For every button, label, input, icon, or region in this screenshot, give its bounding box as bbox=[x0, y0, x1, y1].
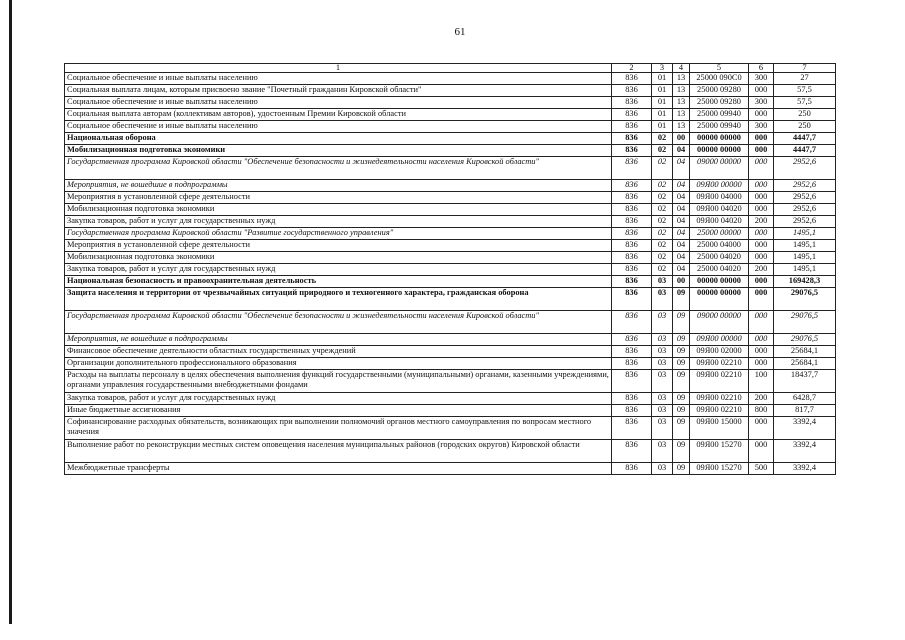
row-subsection-cell: 09 bbox=[673, 393, 690, 405]
row-section-cell: 03 bbox=[652, 463, 673, 475]
scan-left-edge bbox=[9, 0, 12, 624]
row-name-cell: Мобилизационная подготовка экономики bbox=[65, 204, 612, 216]
row-section-cell: 02 bbox=[652, 264, 673, 276]
row-amount-cell: 250 bbox=[774, 121, 836, 133]
row-section-cell: 02 bbox=[652, 204, 673, 216]
row-target-article-cell: 25000 04000 bbox=[690, 240, 749, 252]
row-name-cell: Мероприятия в установленной сфере деятельности bbox=[65, 240, 612, 252]
table-row bbox=[65, 405, 836, 417]
row-amount-cell: 4447,7 bbox=[774, 145, 836, 157]
row-section-cell: 03 bbox=[652, 405, 673, 417]
row-name-cell: Мероприятия в установленной сфере деятельности bbox=[65, 192, 612, 204]
header-col-3: 3 bbox=[652, 64, 673, 73]
row-admin-code-cell: 836 bbox=[612, 145, 652, 157]
row-name-cell: Государственная программа Кировской области "Обеспечение безопасности и жизнедеятельности населения Кировской области" bbox=[65, 157, 612, 180]
table-row bbox=[65, 417, 836, 440]
row-subsection-cell: 04 bbox=[673, 216, 690, 228]
row-subsection-cell: 09 bbox=[673, 405, 690, 417]
row-amount-cell: 2952,6 bbox=[774, 192, 836, 204]
row-target-article-cell: 25000 04020 bbox=[690, 252, 749, 264]
table-row bbox=[65, 358, 836, 370]
row-expense-type-cell: 000 bbox=[749, 311, 774, 334]
row-target-article-cell: 25000 09940 bbox=[690, 121, 749, 133]
row-admin-code-cell: 836 bbox=[612, 109, 652, 121]
row-expense-type-cell: 200 bbox=[749, 216, 774, 228]
row-target-article-cell: 09Я00 15270 bbox=[690, 440, 749, 463]
table-row bbox=[65, 370, 836, 393]
row-admin-code-cell: 836 bbox=[612, 240, 652, 252]
row-name-cell: Расходы на выплаты персоналу в целях обеспечения выполнения функций государственными (муниципальными) органами, казенными учреждениями, органами управления государственными внебюджетными фондами bbox=[65, 370, 612, 393]
row-target-article-cell: 25000 09280 bbox=[690, 97, 749, 109]
row-name-cell: Закупка товаров, работ и услуг для государственных нужд bbox=[65, 393, 612, 405]
header-col-5: 5 bbox=[690, 64, 749, 73]
row-admin-code-cell: 836 bbox=[612, 192, 652, 204]
row-amount-cell: 3392,4 bbox=[774, 417, 836, 440]
row-expense-type-cell: 500 bbox=[749, 463, 774, 475]
row-name-cell: Мобилизационная подготовка экономики bbox=[65, 252, 612, 264]
row-admin-code-cell: 836 bbox=[612, 346, 652, 358]
table-row bbox=[65, 393, 836, 405]
table-row bbox=[65, 334, 836, 346]
header-col-4: 4 bbox=[673, 64, 690, 73]
table-row bbox=[65, 109, 836, 121]
row-admin-code-cell: 836 bbox=[612, 121, 652, 133]
row-target-article-cell: 09000 00000 bbox=[690, 157, 749, 180]
row-section-cell: 01 bbox=[652, 97, 673, 109]
row-section-cell: 02 bbox=[652, 157, 673, 180]
row-admin-code-cell: 836 bbox=[612, 288, 652, 311]
header-col-1: 1 bbox=[65, 64, 612, 73]
row-name-cell: Организации дополнительного профессионального образования bbox=[65, 358, 612, 370]
row-amount-cell: 250 bbox=[774, 109, 836, 121]
header-row bbox=[65, 64, 836, 73]
table-row bbox=[65, 463, 836, 475]
row-section-cell: 01 bbox=[652, 109, 673, 121]
row-expense-type-cell: 000 bbox=[749, 133, 774, 145]
table-row bbox=[65, 240, 836, 252]
row-target-article-cell: 09000 00000 bbox=[690, 311, 749, 334]
row-subsection-cell: 09 bbox=[673, 311, 690, 334]
row-name-cell: Социальное обеспечение и иные выплаты населению bbox=[65, 97, 612, 109]
header-col-6: 6 bbox=[749, 64, 774, 73]
row-admin-code-cell: 836 bbox=[612, 334, 652, 346]
row-admin-code-cell: 836 bbox=[612, 157, 652, 180]
row-subsection-cell: 09 bbox=[673, 358, 690, 370]
row-subsection-cell: 09 bbox=[673, 463, 690, 475]
row-expense-type-cell: 000 bbox=[749, 252, 774, 264]
row-subsection-cell: 13 bbox=[673, 97, 690, 109]
row-amount-cell: 2952,6 bbox=[774, 180, 836, 192]
row-target-article-cell: 25000 09940 bbox=[690, 109, 749, 121]
row-section-cell: 02 bbox=[652, 133, 673, 145]
row-expense-type-cell: 000 bbox=[749, 440, 774, 463]
row-admin-code-cell: 836 bbox=[612, 133, 652, 145]
row-target-article-cell: 00000 00000 bbox=[690, 288, 749, 311]
row-section-cell: 03 bbox=[652, 393, 673, 405]
row-expense-type-cell: 000 bbox=[749, 240, 774, 252]
row-subsection-cell: 04 bbox=[673, 240, 690, 252]
row-subsection-cell: 13 bbox=[673, 121, 690, 133]
row-target-article-cell: 09Я00 04020 bbox=[690, 204, 749, 216]
table-row bbox=[65, 97, 836, 109]
row-target-article-cell: 25000 00000 bbox=[690, 228, 749, 240]
row-amount-cell: 57,5 bbox=[774, 85, 836, 97]
page-number: 61 bbox=[454, 26, 466, 38]
row-admin-code-cell: 836 bbox=[612, 311, 652, 334]
row-name-cell: Софинансирование расходных обязательств, возникающих при выполнении полномочий органов местного самоуправления по вопросам местного значения bbox=[65, 417, 612, 440]
row-section-cell: 03 bbox=[652, 276, 673, 288]
row-name-cell: Финансовое обеспечение деятельности областных государственных учреждений bbox=[65, 346, 612, 358]
row-admin-code-cell: 836 bbox=[612, 276, 652, 288]
table-row bbox=[65, 440, 836, 463]
row-name-cell: Межбюджетные трансферты bbox=[65, 463, 612, 475]
row-section-cell: 03 bbox=[652, 417, 673, 440]
row-expense-type-cell: 000 bbox=[749, 358, 774, 370]
row-name-cell: Мероприятия, не вошедшие в подпрограммы bbox=[65, 334, 612, 346]
row-amount-cell: 2952,6 bbox=[774, 204, 836, 216]
table-row bbox=[65, 73, 836, 85]
row-expense-type-cell: 000 bbox=[749, 346, 774, 358]
table-body bbox=[65, 73, 836, 475]
row-subsection-cell: 09 bbox=[673, 370, 690, 393]
row-target-article-cell: 25000 09280 bbox=[690, 85, 749, 97]
row-admin-code-cell: 836 bbox=[612, 370, 652, 393]
row-expense-type-cell: 000 bbox=[749, 109, 774, 121]
row-name-cell: Выполнение работ по реконструкции местных систем оповещения населения муниципальных районов (городских округов) Кировской области bbox=[65, 440, 612, 463]
table-row bbox=[65, 228, 836, 240]
row-subsection-cell: 13 bbox=[673, 85, 690, 97]
row-amount-cell: 29076,5 bbox=[774, 288, 836, 311]
row-name-cell: Защита населения и территории от чрезвычайных ситуаций природного и техногенного характера, гражданская оборона bbox=[65, 288, 612, 311]
row-section-cell: 01 bbox=[652, 121, 673, 133]
table-row bbox=[65, 346, 836, 358]
row-amount-cell: 6428,7 bbox=[774, 393, 836, 405]
row-section-cell: 02 bbox=[652, 180, 673, 192]
row-admin-code-cell: 836 bbox=[612, 85, 652, 97]
row-admin-code-cell: 836 bbox=[612, 228, 652, 240]
table-row bbox=[65, 204, 836, 216]
row-target-article-cell: 09Я00 02210 bbox=[690, 370, 749, 393]
row-target-article-cell: 00000 00000 bbox=[690, 276, 749, 288]
row-expense-type-cell: 000 bbox=[749, 180, 774, 192]
row-expense-type-cell: 200 bbox=[749, 393, 774, 405]
row-target-article-cell: 09Я00 02210 bbox=[690, 405, 749, 417]
table-row bbox=[65, 157, 836, 180]
row-subsection-cell: 00 bbox=[673, 133, 690, 145]
row-subsection-cell: 09 bbox=[673, 334, 690, 346]
table-row bbox=[65, 145, 836, 157]
row-expense-type-cell: 800 bbox=[749, 405, 774, 417]
row-target-article-cell: 09Я00 15000 bbox=[690, 417, 749, 440]
table-row bbox=[65, 180, 836, 192]
table-row bbox=[65, 85, 836, 97]
table-row bbox=[65, 121, 836, 133]
table-row bbox=[65, 288, 836, 311]
row-subsection-cell: 13 bbox=[673, 109, 690, 121]
row-name-cell: Государственная программа Кировской области "Обеспечение безопасности и жизнедеятельности населения Кировской области" bbox=[65, 311, 612, 334]
row-target-article-cell: 00000 00000 bbox=[690, 133, 749, 145]
row-admin-code-cell: 836 bbox=[612, 358, 652, 370]
row-expense-type-cell: 000 bbox=[749, 157, 774, 180]
row-target-article-cell: 00000 00000 bbox=[690, 145, 749, 157]
row-expense-type-cell: 000 bbox=[749, 204, 774, 216]
row-expense-type-cell: 000 bbox=[749, 228, 774, 240]
row-expense-type-cell: 000 bbox=[749, 417, 774, 440]
row-name-cell: Закупка товаров, работ и услуг для государственных нужд bbox=[65, 216, 612, 228]
row-section-cell: 03 bbox=[652, 358, 673, 370]
row-section-cell: 01 bbox=[652, 85, 673, 97]
row-amount-cell: 169428,3 bbox=[774, 276, 836, 288]
row-subsection-cell: 09 bbox=[673, 417, 690, 440]
row-admin-code-cell: 836 bbox=[612, 463, 652, 475]
row-amount-cell: 2952,6 bbox=[774, 157, 836, 180]
row-expense-type-cell: 000 bbox=[749, 334, 774, 346]
row-section-cell: 03 bbox=[652, 334, 673, 346]
row-section-cell: 02 bbox=[652, 192, 673, 204]
row-amount-cell: 27 bbox=[774, 73, 836, 85]
row-target-article-cell: 09Я00 00000 bbox=[690, 180, 749, 192]
row-target-article-cell: 25000 090C0 bbox=[690, 73, 749, 85]
row-amount-cell: 1495,1 bbox=[774, 252, 836, 264]
header-col-2: 2 bbox=[612, 64, 652, 73]
row-name-cell: Иные бюджетные ассигнования bbox=[65, 405, 612, 417]
table-row bbox=[65, 192, 836, 204]
row-amount-cell: 817,7 bbox=[774, 405, 836, 417]
row-subsection-cell: 04 bbox=[673, 228, 690, 240]
row-section-cell: 03 bbox=[652, 311, 673, 334]
row-subsection-cell: 04 bbox=[673, 252, 690, 264]
row-target-article-cell: 09Я00 04000 bbox=[690, 192, 749, 204]
row-target-article-cell: 09Я00 02210 bbox=[690, 358, 749, 370]
table-row bbox=[65, 252, 836, 264]
row-subsection-cell: 04 bbox=[673, 192, 690, 204]
row-admin-code-cell: 836 bbox=[612, 264, 652, 276]
row-section-cell: 03 bbox=[652, 370, 673, 393]
row-section-cell: 02 bbox=[652, 216, 673, 228]
row-amount-cell: 29076,5 bbox=[774, 311, 836, 334]
row-subsection-cell: 09 bbox=[673, 346, 690, 358]
row-admin-code-cell: 836 bbox=[612, 393, 652, 405]
row-expense-type-cell: 000 bbox=[749, 145, 774, 157]
row-name-cell: Мероприятия, не вошедшие в подпрограммы bbox=[65, 180, 612, 192]
row-subsection-cell: 04 bbox=[673, 204, 690, 216]
row-section-cell: 03 bbox=[652, 288, 673, 311]
row-amount-cell: 2952,6 bbox=[774, 216, 836, 228]
row-name-cell: Национальная безопасность и правоохранительная деятельность bbox=[65, 276, 612, 288]
row-admin-code-cell: 836 bbox=[612, 252, 652, 264]
header-col-7: 7 bbox=[774, 64, 836, 73]
row-name-cell: Мобилизационная подготовка экономики bbox=[65, 145, 612, 157]
row-admin-code-cell: 836 bbox=[612, 440, 652, 463]
row-subsection-cell: 04 bbox=[673, 145, 690, 157]
row-target-article-cell: 09Я00 02210 bbox=[690, 393, 749, 405]
row-expense-type-cell: 300 bbox=[749, 97, 774, 109]
table-row bbox=[65, 276, 836, 288]
row-section-cell: 01 bbox=[652, 73, 673, 85]
table-row bbox=[65, 133, 836, 145]
row-expense-type-cell: 000 bbox=[749, 192, 774, 204]
row-amount-cell: 3392,4 bbox=[774, 463, 836, 475]
row-name-cell: Социальное обеспечение и иные выплаты населению bbox=[65, 121, 612, 133]
row-expense-type-cell: 100 bbox=[749, 370, 774, 393]
row-amount-cell: 57,5 bbox=[774, 97, 836, 109]
row-amount-cell: 18437,7 bbox=[774, 370, 836, 393]
row-name-cell: Социальная выплата лицам, которым присвоено звание "Почетный гражданин Кировской области" bbox=[65, 85, 612, 97]
row-amount-cell: 29076,5 bbox=[774, 334, 836, 346]
row-name-cell: Закупка товаров, работ и услуг для государственных нужд bbox=[65, 264, 612, 276]
row-section-cell: 02 bbox=[652, 252, 673, 264]
row-name-cell: Государственная программа Кировской области "Развитие государственного управления" bbox=[65, 228, 612, 240]
row-expense-type-cell: 000 bbox=[749, 276, 774, 288]
row-section-cell: 02 bbox=[652, 145, 673, 157]
table-header bbox=[65, 64, 836, 73]
row-target-article-cell: 09Я00 02000 bbox=[690, 346, 749, 358]
table-row bbox=[65, 264, 836, 276]
table-row bbox=[65, 216, 836, 228]
row-subsection-cell: 13 bbox=[673, 73, 690, 85]
row-admin-code-cell: 836 bbox=[612, 73, 652, 85]
row-subsection-cell: 04 bbox=[673, 157, 690, 180]
budget-table bbox=[64, 63, 836, 475]
row-section-cell: 03 bbox=[652, 440, 673, 463]
row-name-cell: Национальная оборона bbox=[65, 133, 612, 145]
row-amount-cell: 25684,1 bbox=[774, 358, 836, 370]
row-subsection-cell: 09 bbox=[673, 440, 690, 463]
row-amount-cell: 1495,1 bbox=[774, 264, 836, 276]
row-subsection-cell: 00 bbox=[673, 276, 690, 288]
row-expense-type-cell: 300 bbox=[749, 73, 774, 85]
row-target-article-cell: 09Я00 15270 bbox=[690, 463, 749, 475]
row-admin-code-cell: 836 bbox=[612, 180, 652, 192]
row-admin-code-cell: 836 bbox=[612, 417, 652, 440]
row-admin-code-cell: 836 bbox=[612, 405, 652, 417]
row-amount-cell: 1495,1 bbox=[774, 228, 836, 240]
row-subsection-cell: 04 bbox=[673, 180, 690, 192]
row-section-cell: 02 bbox=[652, 228, 673, 240]
row-subsection-cell: 04 bbox=[673, 264, 690, 276]
row-section-cell: 02 bbox=[652, 240, 673, 252]
row-name-cell: Социальное обеспечение и иные выплаты населению bbox=[65, 73, 612, 85]
table-row bbox=[65, 311, 836, 334]
row-admin-code-cell: 836 bbox=[612, 204, 652, 216]
row-subsection-cell: 09 bbox=[673, 288, 690, 311]
row-target-article-cell: 09Я00 00000 bbox=[690, 334, 749, 346]
row-amount-cell: 3392,4 bbox=[774, 440, 836, 463]
row-admin-code-cell: 836 bbox=[612, 97, 652, 109]
row-expense-type-cell: 000 bbox=[749, 85, 774, 97]
row-amount-cell: 1495,1 bbox=[774, 240, 836, 252]
row-admin-code-cell: 836 bbox=[612, 216, 652, 228]
row-target-article-cell: 09Я00 04020 bbox=[690, 216, 749, 228]
row-expense-type-cell: 300 bbox=[749, 121, 774, 133]
row-amount-cell: 4447,7 bbox=[774, 133, 836, 145]
row-expense-type-cell: 000 bbox=[749, 288, 774, 311]
row-name-cell: Социальная выплата авторам (коллективам авторов), удостоенным Премии Кировской области bbox=[65, 109, 612, 121]
row-amount-cell: 25684,1 bbox=[774, 346, 836, 358]
row-expense-type-cell: 200 bbox=[749, 264, 774, 276]
row-target-article-cell: 25000 04020 bbox=[690, 264, 749, 276]
row-section-cell: 03 bbox=[652, 346, 673, 358]
